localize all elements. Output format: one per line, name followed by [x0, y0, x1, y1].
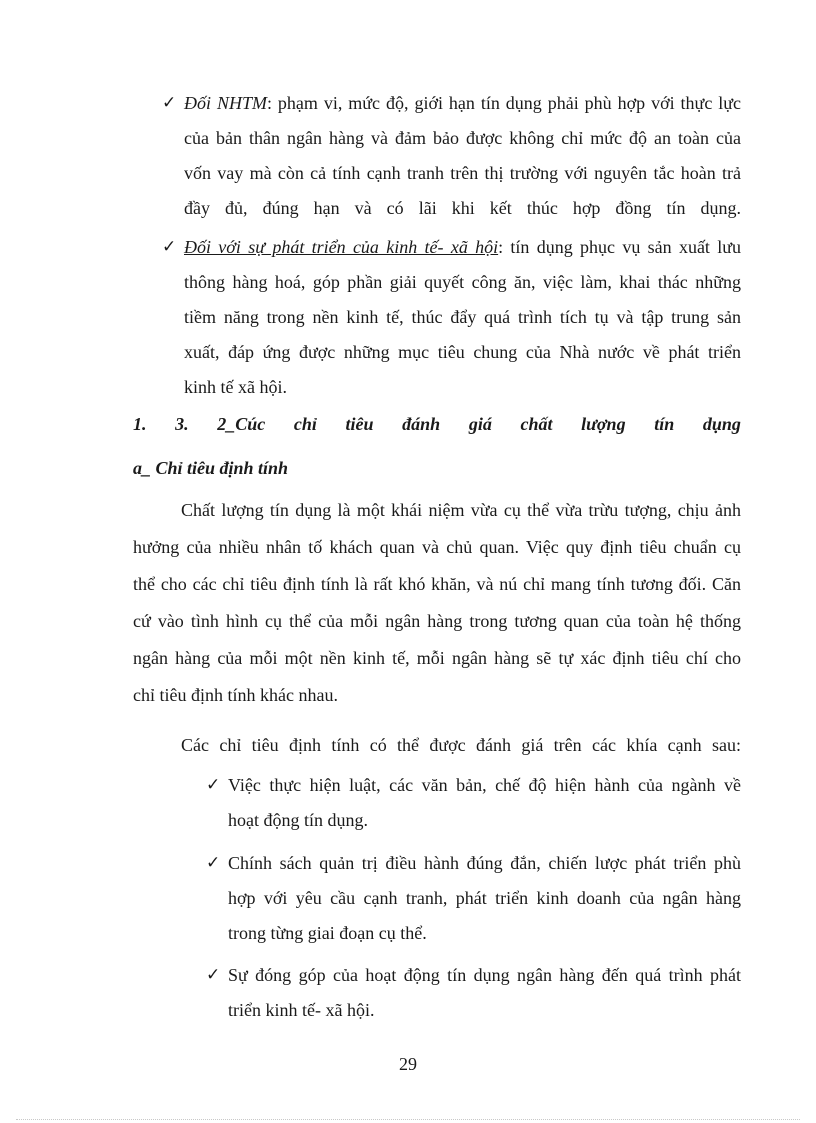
section-heading: 1. 3. 2_Cúc chỉ tiêu đánh giá chất lượng tín dụng — [133, 414, 741, 434]
bullet-criteria-3 — [206, 958, 741, 1028]
bullet-text: xuất, đáp ứng được những mục tiêu chung của Nhà nước về phát triển — [184, 342, 741, 362]
subheading: a_ Chỉ tiêu định tính — [133, 458, 289, 478]
bullet-text: triển kinh tế- xã hội. — [228, 1000, 375, 1020]
bullet-text: vốn vay mà còn cả tính cạnh tranh trên thị trường với nguyên tắc hoàn trả — [184, 163, 741, 183]
checkmark-icon: ✓ — [162, 237, 177, 257]
checkmark-icon: ✓ — [206, 775, 221, 795]
bullet-text: đầy đủ, đúng hạn và có lãi khi kết thúc hợp đồng tín dụng. — [184, 198, 741, 218]
page-number: 29 — [399, 1054, 417, 1074]
bullet-text: thông hàng hoá, góp phần giải quyết công ăn, việc làm, khai thác những — [184, 272, 741, 292]
bullet-text: hoạt động tín dụng. — [228, 810, 368, 830]
checkmark-icon: ✓ — [206, 853, 221, 873]
paragraph-line: cứ vào tình hình cụ thể của mỗi ngân hàng trong tương quan của toàn hệ thống — [133, 611, 741, 631]
footer-divider — [16, 1119, 800, 1120]
bullet-text: Việc thực hiện luật, các văn bản, chế độ hiện hành của ngành về — [228, 775, 741, 795]
bullet-label: Đối với sự phát triển của kinh tế- xã hội — [184, 237, 499, 257]
criteria-intro: Các chỉ tiêu định tính có thể được đánh giá trên các khía cạnh sau: — [181, 735, 741, 755]
bullet-text: hợp với yêu cầu cạnh tranh, phát triển kinh doanh của ngân hàng — [228, 888, 741, 908]
bullet-doi-nhtm — [162, 86, 741, 226]
paragraph-line: hưởng của nhiều nhân tố khách quan và chủ quan. Việc quy định tiêu chuẩn cụ — [133, 537, 741, 557]
bullet-text: : phạm vi, mức độ, giới hạn tín dụng phải phù hợp với thực lực — [266, 93, 741, 113]
bullet-text: kinh tế xã hội. — [184, 377, 287, 397]
bullet-text: : tín dụng phục vụ sản xuất lưu — [498, 237, 741, 257]
bullet-text: Sự đóng góp của hoạt động tín dụng ngân hàng đến quá trình phát — [228, 965, 741, 985]
paragraph-line: thể cho các chỉ tiêu định tính là rất khó khăn, và nú chỉ mang tính tương đối. Căn — [133, 574, 741, 594]
bullet-label: Đối NHTM — [184, 93, 267, 113]
paragraph-line: chỉ tiêu định tính khác nhau. — [133, 685, 338, 705]
bullet-criteria-1 — [206, 768, 741, 838]
paragraph-line: Chất lượng tín dụng là một khái niệm vừa cụ thể vừa trừu tượng, chịu ảnh — [181, 500, 741, 520]
bullet-text: của bản thân ngân hàng và đảm bảo được không chỉ mức độ an toàn của — [184, 128, 741, 148]
body-paragraph — [133, 500, 741, 722]
bullet-criteria-2 — [206, 846, 741, 951]
checkmark-icon: ✓ — [162, 93, 177, 113]
bullet-text: tiềm năng trong nền kinh tế, thúc đẩy quá trình tích tụ và tập trung sản — [184, 307, 741, 327]
paragraph-line: ngân hàng của mỗi một nền kinh tế, mỗi ngân hàng sẽ tự xác định tiêu chí cho — [133, 648, 741, 668]
bullet-text: trong từng giai đoạn cụ thể. — [228, 923, 427, 943]
checkmark-icon: ✓ — [206, 965, 221, 985]
bullet-kinh-te-xa-hoi — [162, 230, 741, 405]
bullet-text: Chính sách quản trị điều hành đúng đắn, chiến lược phát triển phù — [228, 853, 741, 873]
